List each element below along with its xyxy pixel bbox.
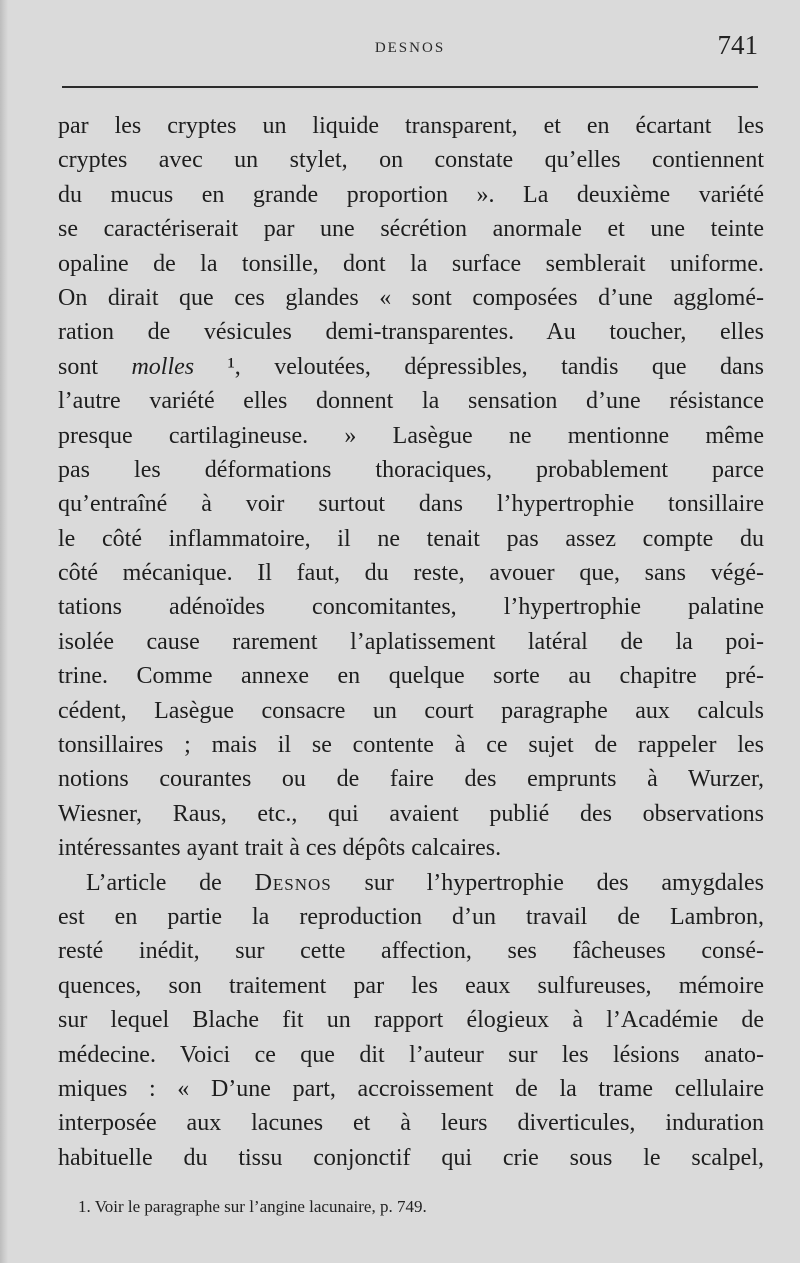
author-name: Desnos — [254, 869, 332, 896]
text-line: opaline de la tonsille, dont la surface semblerait uniforme. — [58, 250, 764, 277]
page-number: 741 — [717, 30, 758, 60]
text-fragment: sur l’hypertrophie des amygdales — [331, 869, 764, 896]
text-line: On dirait que ces glandes « sont composées d’une agglomé- — [58, 284, 764, 311]
text-line: Wiesner, Raus, etc., qui avaient publié des observations — [58, 800, 764, 827]
text-line: tations adénoïdes concomitantes, l’hypertrophie palatine — [58, 594, 764, 621]
italic-word: molles — [131, 353, 195, 380]
text-line: cryptes avec un stylet, on constate qu’elles contiennent — [58, 147, 764, 174]
text-line: ration de vésicules demi-transparentes. Au toucher, elles — [58, 319, 764, 346]
page-gutter-shadow — [0, 0, 8, 1263]
text-fragment: L’article de — [86, 869, 255, 896]
text-line: sur lequel Blache fit un rapport élogieux à l’Académie de — [58, 1007, 764, 1034]
text-line: quences, son traitement par les eaux sulfureuses, mémoire — [58, 972, 764, 999]
text-line: côté mécanique. Il faut, du reste, avouer que, sans végé- — [58, 560, 764, 587]
text-line: pas les déformations thoraciques, probablement parce — [58, 456, 764, 483]
text-line: sont molles ¹, veloutées, dépressibles, tandis que dans — [58, 353, 764, 380]
text-line: le côté inflammatoire, il ne tenait pas assez compte du — [58, 525, 764, 552]
body-text — [58, 109, 764, 1175]
footnote: 1. Voir le paragraphe sur l’angine lacunaire, p. 749. — [78, 1197, 427, 1216]
text-line: intéressantes ayant trait à ces dépôts calcaires. — [58, 835, 502, 862]
text-line: interposée aux lacunes et à leurs diverticules, induration — [58, 1110, 764, 1137]
text-line: cédent, Lasègue consacre un court paragraphe aux calculs — [58, 697, 764, 724]
text-line: est en partie la reproduction d’un travail de Lambron, — [58, 903, 764, 930]
text-line: tonsillaires ; mais il se contente à ce sujet de rappeler les — [58, 732, 764, 759]
text-line: resté inédit, sur cette affection, ses fâcheuses consé- — [58, 938, 764, 965]
running-head — [60, 30, 760, 70]
text-line: notions courantes ou de faire des emprunts à Wurzer, — [58, 766, 764, 793]
text-line: par les cryptes un liquide transparent, et en écartant les — [58, 113, 764, 139]
paragraph-first-line — [58, 866, 764, 900]
text-line: du mucus en grande proportion ». La deuxième variété — [58, 181, 764, 208]
header-rule — [62, 86, 758, 88]
text-line: se caractériserait par une sécrétion anormale et une teinte — [58, 216, 764, 243]
text-line: qu’entraîné à voir surtout dans l’hypertrophie tonsillaire — [58, 491, 764, 518]
text-line: l’autre variété elles donnent la sensation d’une résistance — [58, 388, 764, 415]
text-line: presque cartilagineuse. » Lasègue ne mentionne même — [58, 422, 764, 449]
text-line: trine. Comme annexe en quelque sorte au chapitre pré- — [58, 663, 764, 690]
text-line: miques : « D’une part, accroissement de la trame cellulaire — [58, 1075, 764, 1102]
text-line: médecine. Voici ce que dit l’auteur sur les lésions anato- — [58, 1041, 764, 1068]
text-line: habituelle du tissu conjonctif qui crie sous le scalpel, — [58, 1144, 764, 1171]
running-title: DESNOS — [374, 40, 446, 56]
text-line: isolée cause rarement l’aplatissement latéral de la poi- — [58, 628, 764, 655]
